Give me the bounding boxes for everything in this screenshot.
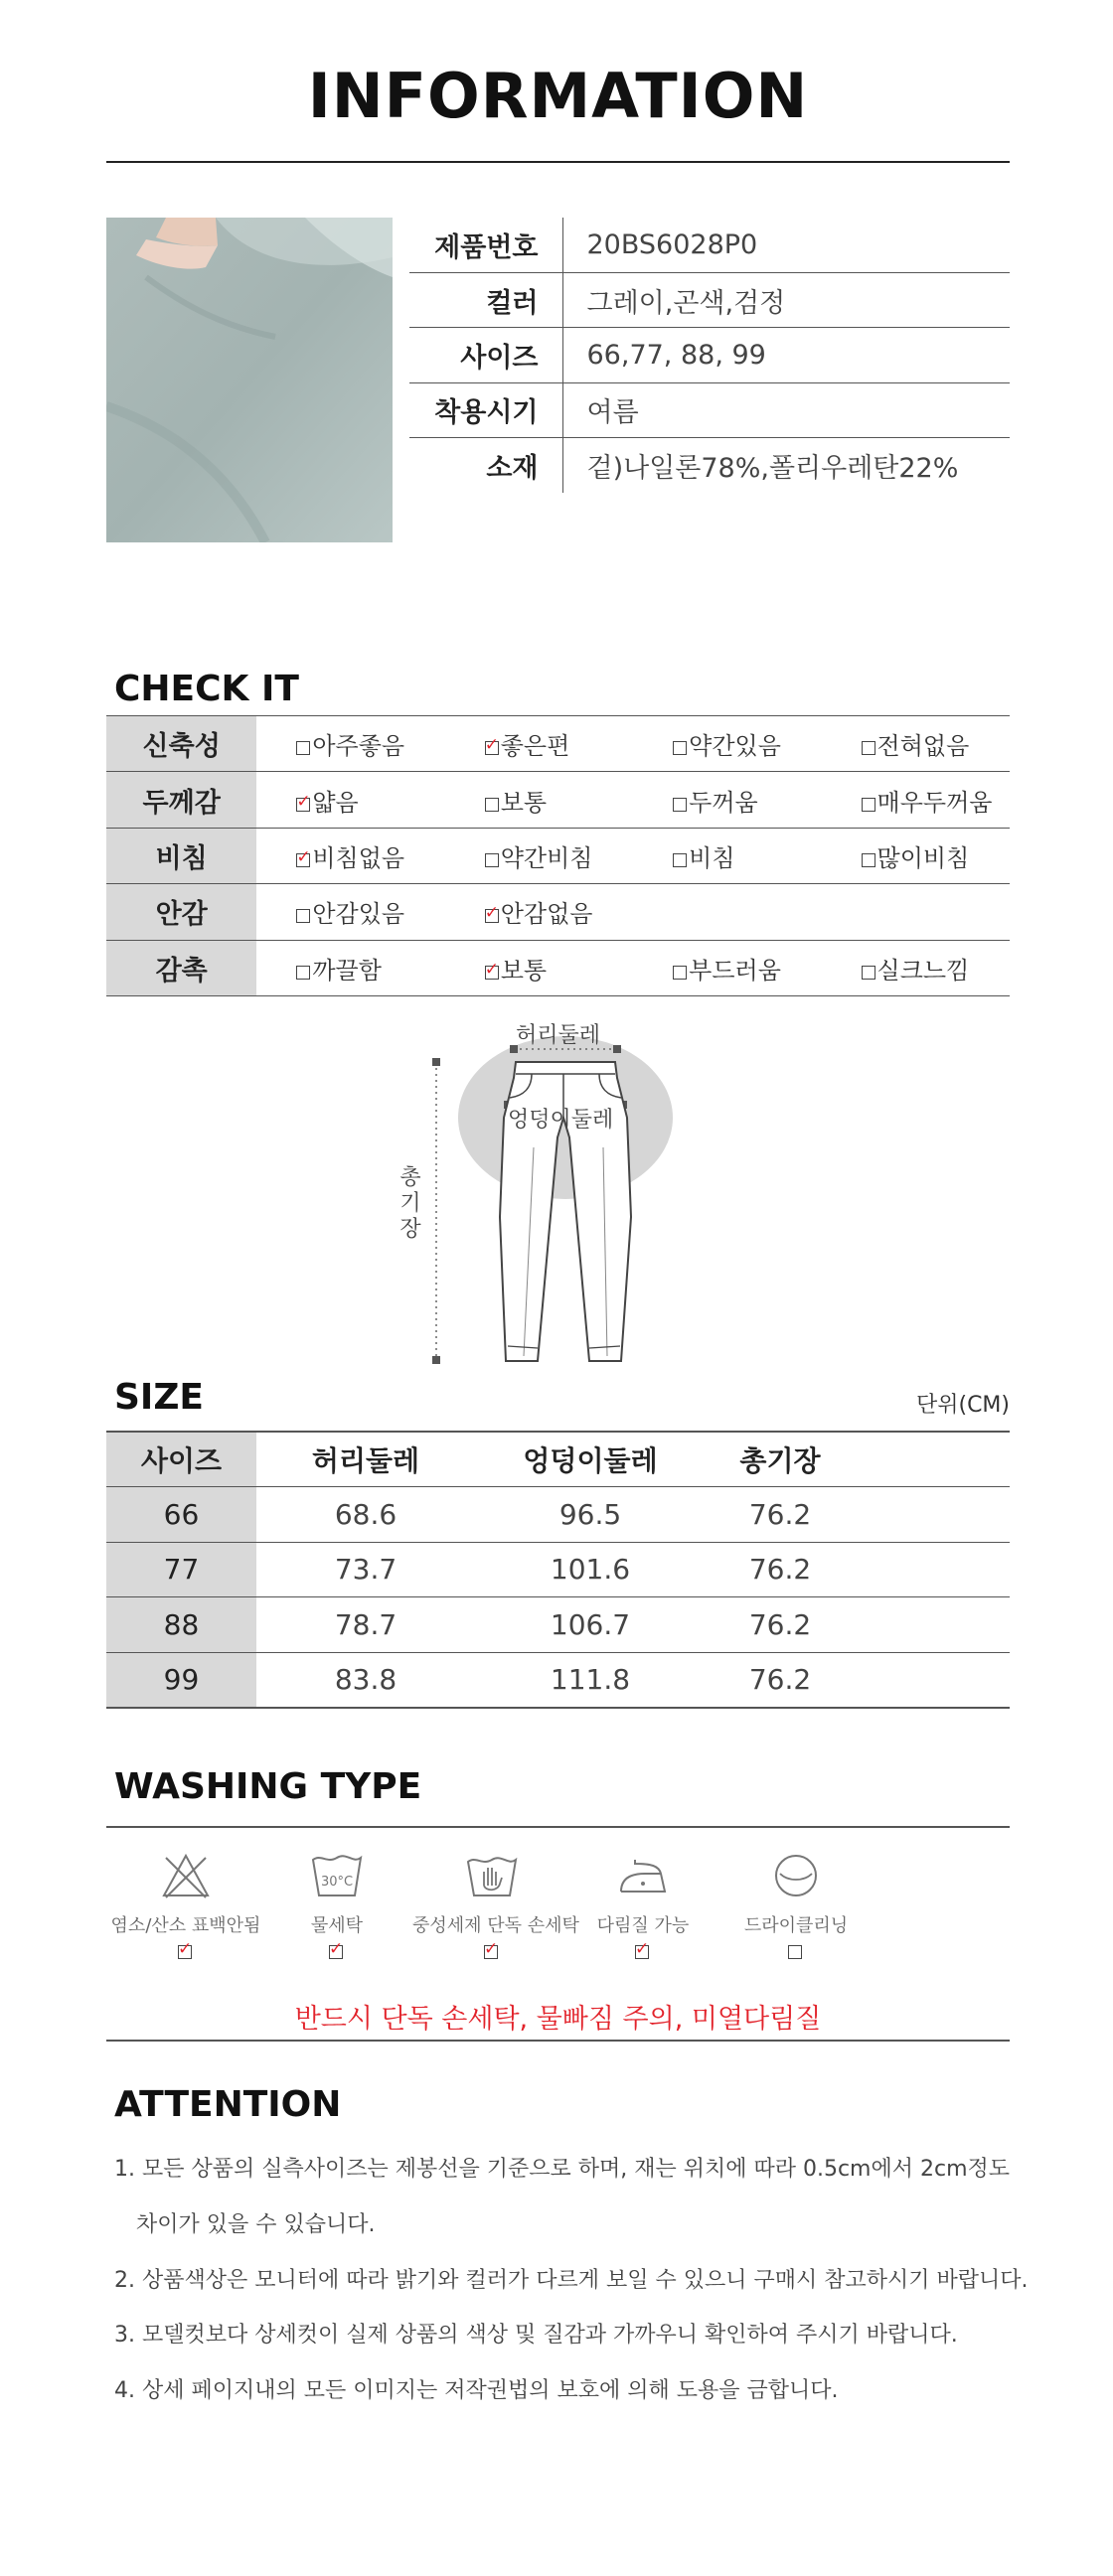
dry-clean-icon [716, 1850, 875, 1905]
checked-box-icon [296, 853, 310, 867]
attention-line: 1. 모든 상품의 실측사이즈는 제봉선을 기준으로 하며, 재는 위치에 따라 0.5cm에서 2cm정도 [114, 2157, 1011, 2182]
check-option-label: 실크느낌 [876, 956, 970, 985]
check-option [633, 940, 821, 995]
check-option-label: 보통 [500, 788, 548, 817]
size-spacer-cell [855, 1542, 1010, 1597]
unchecked-box-icon [485, 798, 499, 812]
unchecked-box-icon [673, 966, 687, 980]
check-option-label: 많이비침 [876, 843, 970, 872]
unchecked-box-icon [862, 853, 875, 867]
check-row-label: 감촉 [106, 940, 256, 995]
size-header-spacer [855, 1432, 1010, 1487]
check-option-label: 비침 [689, 843, 735, 872]
size-row [106, 1487, 1010, 1543]
check-option [822, 940, 1010, 995]
washing-item [106, 1850, 265, 1962]
size-table [106, 1431, 1010, 1709]
size-value-cell: 83.8 [256, 1652, 475, 1708]
check-option [256, 716, 444, 772]
checked-box-icon [178, 1945, 192, 1959]
size-section-title: SIZE [114, 1377, 205, 1418]
size-value-cell: 76.2 [706, 1597, 855, 1653]
unchecked-box-icon [296, 909, 310, 923]
size-header-cell: 허리둘레 [256, 1432, 475, 1487]
unchecked-box-icon [862, 798, 875, 812]
check-option [256, 940, 444, 995]
washing-checkbox-wrap [716, 1943, 875, 1962]
size-header-cell: 총기장 [706, 1432, 855, 1487]
check-table [106, 715, 1010, 996]
info-row [409, 218, 1010, 272]
check-option [633, 828, 821, 883]
check-section-title: CHECK IT [114, 669, 299, 709]
check-option-label: 매우두꺼움 [876, 788, 993, 817]
check-option [445, 884, 633, 940]
check-option [256, 884, 444, 940]
check-option [445, 716, 633, 772]
unchecked-box-icon [296, 966, 310, 980]
washing-divider-bottom [106, 2040, 1010, 2042]
check-option-label: 부드러움 [689, 956, 781, 985]
size-value-cell: 76.2 [706, 1542, 855, 1597]
check-option [445, 772, 633, 828]
check-option [633, 884, 821, 940]
check-option-label: 약간있음 [689, 732, 781, 761]
info-label: 사이즈 [409, 328, 562, 382]
attention-line: 2. 상품색상은 모니터에 따라 밝기와 컬러가 다르게 보일 수 있으니 구매시 참고하시기 바랍니다. [114, 2268, 1029, 2293]
unchecked-box-icon [673, 741, 687, 755]
attention-line: 4. 상세 페이지내의 모든 이미지는 저작권법의 보호에 의해 도용을 금합니다. [114, 2378, 839, 2403]
check-option-label: 두꺼움 [689, 788, 758, 817]
unchecked-box-icon [862, 741, 875, 755]
size-value-cell: 76.2 [706, 1652, 855, 1708]
info-label: 소재 [409, 438, 562, 493]
unchecked-box-icon [296, 741, 310, 755]
size-value-cell: 76.2 [706, 1487, 855, 1543]
info-value: 66,77, 88, 99 [562, 328, 1010, 382]
length-char: 총 [399, 1165, 421, 1190]
check-option [822, 772, 1010, 828]
length-char: 장 [399, 1217, 421, 1242]
check-option-label: 좋은편 [500, 732, 570, 761]
size-row [106, 1542, 1010, 1597]
iron-icon [563, 1850, 722, 1905]
check-option [633, 716, 821, 772]
washing-divider-top [106, 1826, 1010, 1828]
check-option-label: 전혀없음 [876, 732, 970, 761]
size-value-cell: 68.6 [256, 1487, 475, 1543]
check-option-label: 안감없음 [500, 900, 593, 929]
check-option-label: 보통 [500, 956, 548, 985]
checked-box-icon [485, 909, 499, 923]
check-option [256, 828, 444, 883]
size-value-cell: 111.8 [475, 1652, 706, 1708]
washing-note: 반드시 단독 손세탁, 물빠짐 주의, 미열다림질 [294, 2004, 822, 2035]
washing-item [257, 1850, 416, 1962]
check-row [106, 772, 1010, 828]
unchecked-box-icon [788, 1945, 802, 1959]
info-row [409, 382, 1010, 437]
info-label: 착용시기 [409, 382, 562, 437]
attention-line: 차이가 있을 수 있습니다. [136, 2212, 376, 2237]
washing-item-label: 다림질 가능 [596, 1915, 690, 1936]
check-row-label: 두께감 [106, 772, 256, 828]
size-value-cell: 78.7 [256, 1597, 475, 1653]
size-label-cell: 77 [106, 1542, 256, 1597]
washing-checkbox-wrap [106, 1943, 265, 1962]
size-value-cell: 73.7 [256, 1542, 475, 1597]
unchecked-box-icon [673, 798, 687, 812]
check-option [633, 772, 821, 828]
svg-text:30°C: 30°C [320, 1875, 354, 1890]
check-option-label: 아주좋음 [312, 732, 405, 761]
size-value-cell: 106.7 [475, 1597, 706, 1653]
info-value: 그레이,곤색,검정 [562, 272, 1010, 327]
check-row [106, 716, 1010, 772]
length-char: 기 [399, 1191, 421, 1216]
check-option [256, 772, 444, 828]
washing-item [412, 1850, 579, 1962]
info-row [409, 272, 1010, 327]
washing-checkbox-wrap [257, 1943, 416, 1962]
size-header-cell: 엉덩이둘레 [475, 1432, 706, 1487]
size-label-cell: 99 [106, 1652, 256, 1708]
check-option-label: 약간비침 [500, 843, 593, 872]
hip-label: 엉덩이둘레 [508, 1108, 614, 1133]
check-option [445, 940, 633, 995]
size-spacer-cell [855, 1652, 1010, 1708]
check-option [822, 884, 1010, 940]
info-row [409, 438, 1010, 493]
washing-item-label: 염소/산소 표백안됨 [110, 1915, 261, 1936]
attention-section-title: ATTENTION [114, 2084, 342, 2125]
washing-checkbox-wrap [412, 1943, 571, 1962]
unit-label: 단위(CM) [915, 1393, 1010, 1418]
check-option-label: 안감있음 [312, 900, 405, 929]
unchecked-box-icon [673, 853, 687, 867]
title-divider [106, 161, 1010, 163]
checked-box-icon [485, 741, 499, 755]
size-label-cell: 88 [106, 1597, 256, 1653]
pants-measurement-diagram [399, 1018, 802, 1376]
pants-illustration [404, 1018, 802, 1376]
check-row [106, 940, 1010, 995]
check-row [106, 884, 1010, 940]
washing-item [563, 1850, 722, 1962]
check-option [445, 828, 633, 883]
check-row-label: 비침 [106, 828, 256, 883]
washing-item [716, 1850, 875, 1962]
info-label: 제품번호 [409, 218, 562, 272]
check-option-label: 얇음 [312, 788, 359, 817]
check-option [822, 828, 1010, 883]
washing-item-label: 중성세제 단독 손세탁 [412, 1915, 579, 1936]
washing-section-title: WASHING TYPE [114, 1766, 422, 1807]
hand-wash-icon [412, 1850, 571, 1905]
check-option-label: 비침없음 [312, 843, 405, 872]
unchecked-box-icon [862, 966, 875, 980]
size-value-cell: 96.5 [475, 1487, 706, 1543]
washing-item-label: 드라이클리닝 [743, 1915, 849, 1936]
waist-label: 허리둘레 [516, 1023, 601, 1048]
checked-box-icon [484, 1945, 498, 1959]
check-row [106, 828, 1010, 883]
info-value: 20BS6028P0 [562, 218, 1010, 272]
checked-box-icon [635, 1945, 649, 1959]
attention-line: 3. 모델컷보다 상세컷이 실제 상품의 색상 및 질감과 가까우니 확인하여 주시기 바랍니다. [114, 2323, 958, 2348]
size-label-cell: 66 [106, 1487, 256, 1543]
unchecked-box-icon [485, 853, 499, 867]
wash-30c-icon [257, 1850, 416, 1905]
size-spacer-cell [855, 1487, 1010, 1543]
washing-checkbox-wrap [563, 1943, 722, 1962]
size-spacer-cell [855, 1597, 1010, 1653]
length-label [398, 1165, 422, 1243]
info-row [409, 328, 1010, 382]
checked-box-icon [485, 966, 499, 980]
page-title: INFORMATION [307, 60, 809, 132]
size-row [106, 1597, 1010, 1653]
info-value: 여름 [562, 382, 1010, 437]
info-label: 컬러 [409, 272, 562, 327]
check-row-label: 안감 [106, 884, 256, 940]
size-header-row [106, 1432, 1010, 1487]
check-row-label: 신축성 [106, 716, 256, 772]
size-value-cell: 101.6 [475, 1542, 706, 1597]
size-header-cell: 사이즈 [106, 1432, 256, 1487]
info-value: 겉)나일론78%,폴리우레탄22% [586, 453, 959, 484]
check-option-label: 까끌함 [312, 956, 382, 985]
washing-item-label: 물세탁 [310, 1915, 364, 1936]
check-option [822, 716, 1010, 772]
no-bleach-icon [106, 1850, 265, 1905]
product-info-table [409, 218, 1010, 493]
checked-box-icon [329, 1945, 343, 1959]
product-photo [106, 218, 393, 542]
checked-box-icon [296, 798, 310, 812]
size-row [106, 1652, 1010, 1708]
